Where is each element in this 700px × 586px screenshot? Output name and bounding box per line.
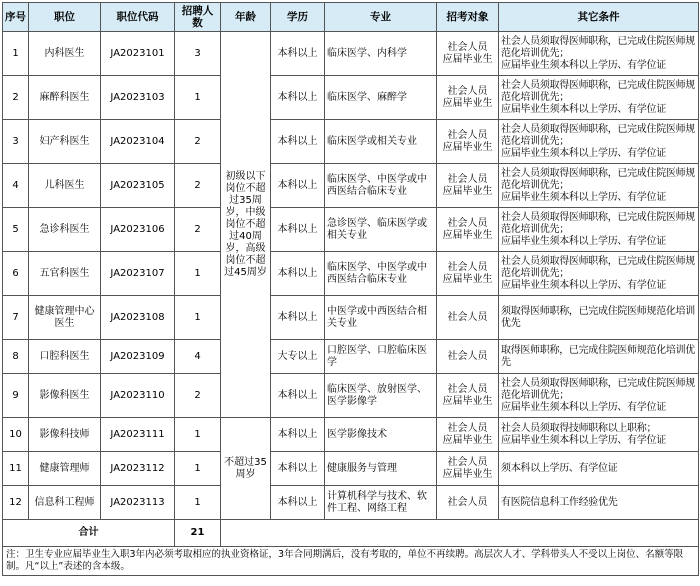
cell-age-group1: 初级以下岗位不超过35周岁，中级岗位不超过40周岁，高级岗位不超过45周岁 xyxy=(221,32,271,418)
cell-target: 社会人员 应届毕业生 xyxy=(437,374,499,418)
cell-target: 社会人员 xyxy=(437,486,499,520)
table-row xyxy=(3,32,699,76)
cell-code: JA2023111 xyxy=(101,418,175,452)
cell-edu: 本科以上 xyxy=(271,296,325,340)
cell-seq: 6 xyxy=(3,252,29,296)
table-row xyxy=(3,340,699,374)
cell-other: 有医院信息科工作经验优先 xyxy=(499,486,699,520)
cell-position: 五官科医生 xyxy=(29,252,101,296)
cell-seq: 11 xyxy=(3,452,29,486)
header-target: 招考对象 xyxy=(437,3,499,32)
cell-major: 口腔医学、口腔临床医学 xyxy=(325,340,437,374)
cell-other: 社会人员须取得医师职称，已完成住院医师规范化培训优先； 应届毕业生须本科以上学历、有学位证 xyxy=(499,164,699,208)
cell-count: 1 xyxy=(175,452,221,486)
header-row xyxy=(3,3,699,32)
table-row xyxy=(3,252,699,296)
header-position: 职位 xyxy=(29,3,101,32)
cell-edu: 本科以上 xyxy=(271,252,325,296)
note-text: 注：卫生专业应届毕业生入职3年内必须考取相应的执业资格证，3年合同期满后，没有考取的，单位不再续聘。高层次人才、学科带头人不受以上岗位、名额等限制。凡“以上”表述的含本级。 xyxy=(3,547,699,576)
cell-major: 临床医学、中医学或中西医结合临床专业 xyxy=(325,164,437,208)
cell-count: 1 xyxy=(175,296,221,340)
cell-target: 社会人员 应届毕业生 xyxy=(437,418,499,452)
cell-target: 社会人员 应届毕业生 xyxy=(437,252,499,296)
cell-major: 临床医学、中医学或中西医结合临床专业 xyxy=(325,252,437,296)
cell-seq: 4 xyxy=(3,164,29,208)
cell-position: 口腔科医生 xyxy=(29,340,101,374)
cell-edu: 本科以上 xyxy=(271,164,325,208)
cell-seq: 8 xyxy=(3,340,29,374)
header-code: 职位代码 xyxy=(101,3,175,32)
cell-target: 社会人员 应届毕业生 xyxy=(437,76,499,120)
cell-count: 1 xyxy=(175,252,221,296)
cell-major: 急诊医学、临床医学或相关专业 xyxy=(325,208,437,252)
cell-seq: 9 xyxy=(3,374,29,418)
cell-code: JA2023107 xyxy=(101,252,175,296)
cell-code: JA2023106 xyxy=(101,208,175,252)
cell-position: 急诊科医生 xyxy=(29,208,101,252)
cell-major: 临床医学或相关专业 xyxy=(325,120,437,164)
cell-target: 社会人员 xyxy=(437,340,499,374)
cell-seq: 2 xyxy=(3,76,29,120)
cell-count: 1 xyxy=(175,418,221,452)
cell-count: 1 xyxy=(175,486,221,520)
cell-seq: 1 xyxy=(3,32,29,76)
cell-target: 社会人员 xyxy=(437,296,499,340)
cell-target: 社会人员 应届毕业生 xyxy=(437,452,499,486)
table-row xyxy=(3,164,699,208)
cell-other: 取得医师职称，已完成住院医师规范化培训优先 xyxy=(499,340,699,374)
cell-other: 须本科以上学历、有学位证 xyxy=(499,452,699,486)
header-count: 招聘人数 xyxy=(175,3,221,32)
cell-target: 社会人员 应届毕业生 xyxy=(437,208,499,252)
cell-code: JA2023104 xyxy=(101,120,175,164)
cell-code: JA2023113 xyxy=(101,486,175,520)
header-edu: 学历 xyxy=(271,3,325,32)
total-label: 合计 xyxy=(3,520,175,547)
cell-count: 3 xyxy=(175,32,221,76)
cell-edu: 本科以上 xyxy=(271,452,325,486)
cell-other: 社会人员须取得医师职称，已完成住院医师规范化培训优先； 应届毕业生须本科以上学历、有学位证 xyxy=(499,374,699,418)
cell-position: 信息科工程师 xyxy=(29,486,101,520)
cell-position: 麻醉科医生 xyxy=(29,76,101,120)
cell-position: 影像科医生 xyxy=(29,374,101,418)
cell-code: JA2023105 xyxy=(101,164,175,208)
table-row xyxy=(3,486,699,520)
cell-edu: 本科以上 xyxy=(271,120,325,164)
total-row xyxy=(3,520,699,547)
cell-major: 医学影像技术 xyxy=(325,418,437,452)
cell-edu: 本科以上 xyxy=(271,208,325,252)
cell-major: 中医学或中西医结合相关专业 xyxy=(325,296,437,340)
cell-seq: 7 xyxy=(3,296,29,340)
cell-other: 社会人员须取得医师职称，已完成住院医师规范化培训优先； 应届毕业生须本科以上学历、有学位证 xyxy=(499,32,699,76)
total-empty xyxy=(221,520,699,547)
cell-seq: 10 xyxy=(3,418,29,452)
cell-major: 临床医学、麻醉学 xyxy=(325,76,437,120)
cell-edu: 本科以上 xyxy=(271,32,325,76)
cell-major: 临床医学、内科学 xyxy=(325,32,437,76)
cell-major: 计算机科学与技术、软件工程、网络工程 xyxy=(325,486,437,520)
cell-other: 社会人员须取得技师职称以上职称； 应届毕业生须本科以上学历、有学位证 xyxy=(499,418,699,452)
cell-other: 须取得医师职称，已完成住院医师规范化培训优先 xyxy=(499,296,699,340)
total-count: 21 xyxy=(175,520,221,547)
cell-edu: 本科以上 xyxy=(271,374,325,418)
table-row xyxy=(3,296,699,340)
cell-code: JA2023110 xyxy=(101,374,175,418)
cell-major: 临床医学、放射医学、医学影像学 xyxy=(325,374,437,418)
table-row xyxy=(3,374,699,418)
cell-target: 社会人员 应届毕业生 xyxy=(437,120,499,164)
cell-seq: 12 xyxy=(3,486,29,520)
cell-seq: 5 xyxy=(3,208,29,252)
header-other: 其它条件 xyxy=(499,3,699,32)
cell-count: 2 xyxy=(175,374,221,418)
table-row xyxy=(3,76,699,120)
header-major: 专业 xyxy=(325,3,437,32)
cell-other: 社会人员须取得医师职称，已完成住院医师规范化培训优先； 应届毕业生须本科以上学历、有学位证 xyxy=(499,76,699,120)
cell-edu: 本科以上 xyxy=(271,486,325,520)
header-seq: 序号 xyxy=(3,3,29,32)
table-row xyxy=(3,120,699,164)
cell-code: JA2023103 xyxy=(101,76,175,120)
cell-edu: 本科以上 xyxy=(271,76,325,120)
cell-position: 儿科医生 xyxy=(29,164,101,208)
cell-other: 社会人员须取得医师职称，已完成住院医师规范化培训优先； 应届毕业生须本科以上学历、有学位证 xyxy=(499,252,699,296)
cell-code: JA2023112 xyxy=(101,452,175,486)
cell-code: JA2023101 xyxy=(101,32,175,76)
header-age: 年龄 xyxy=(221,3,271,32)
table-row xyxy=(3,452,699,486)
cell-count: 2 xyxy=(175,120,221,164)
cell-age-group2: 不超过35周岁 xyxy=(221,418,271,520)
cell-count: 2 xyxy=(175,164,221,208)
table-row xyxy=(3,208,699,252)
cell-code: JA2023109 xyxy=(101,340,175,374)
table-row xyxy=(3,418,699,452)
cell-count: 2 xyxy=(175,208,221,252)
cell-other: 社会人员须取得医师职称，已完成住院医师规范化培训优先； 应届毕业生须本科以上学历、有学位证 xyxy=(499,120,699,164)
cell-target: 社会人员 应届毕业生 xyxy=(437,32,499,76)
recruitment-table xyxy=(2,2,699,576)
cell-edu: 本科以上 xyxy=(271,418,325,452)
cell-code: JA2023108 xyxy=(101,296,175,340)
cell-target: 社会人员 应届毕业生 xyxy=(437,164,499,208)
cell-position: 影像科技师 xyxy=(29,418,101,452)
note-row xyxy=(3,547,699,576)
cell-other: 社会人员须取得医师职称，已完成住院医师规范化培训优先； 应届毕业生须本科以上学历、有学位证 xyxy=(499,208,699,252)
cell-seq: 3 xyxy=(3,120,29,164)
cell-count: 1 xyxy=(175,76,221,120)
cell-position: 内科医生 xyxy=(29,32,101,76)
cell-position: 健康管理师 xyxy=(29,452,101,486)
cell-position: 妇产科医生 xyxy=(29,120,101,164)
cell-count: 4 xyxy=(175,340,221,374)
cell-edu: 大专以上 xyxy=(271,340,325,374)
cell-major: 健康服务与管理 xyxy=(325,452,437,486)
cell-position: 健康管理中心医生 xyxy=(29,296,101,340)
